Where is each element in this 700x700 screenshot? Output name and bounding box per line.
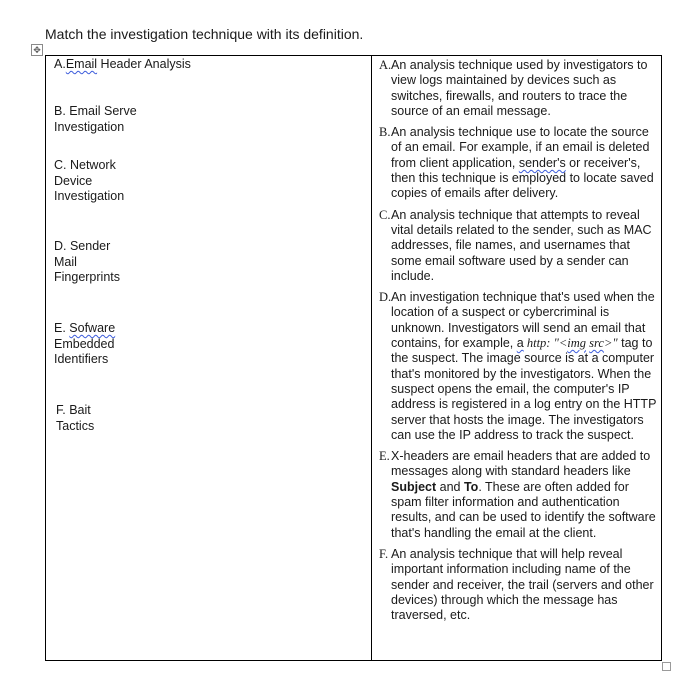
definition-e-letter: E.: [379, 449, 390, 464]
definition-b-text-before: An analysis technique use to locate the source of an email. For example, if an email is deleted from client application,: [391, 125, 650, 170]
definition-c-letter: C.: [379, 207, 391, 222]
definition-d-code-src: src: [589, 336, 604, 351]
definition-b-text-after: or receiver's, then this technique is employed to locate saved copies of emails after delivery.: [391, 155, 654, 201]
term-e-line3: Identifiers: [54, 352, 109, 367]
term-c: [54, 158, 194, 205]
definition-c-text: An analysis technique that attempts to reveal vital details related to the sender, such as MAC addresses, file names, and usernames that some email software used by a sender can include.: [391, 207, 652, 283]
definition-e-bold-to: To: [463, 479, 479, 494]
term-d-line1: D. Sender: [54, 239, 111, 253]
definition-d-code-c: >": [603, 336, 618, 351]
term-f: [56, 403, 196, 434]
term-f-line2: Tactics: [56, 418, 95, 433]
definition-a: [379, 58, 657, 119]
term-b-line1: B. Email Serve: [54, 104, 137, 118]
column-divider: [371, 56, 372, 660]
term-e-line2: Embedded: [54, 336, 115, 351]
definition-a-letter: A.: [379, 58, 392, 72]
definition-b-body: [391, 125, 657, 201]
definition-d-code-img: img: [567, 336, 587, 351]
definition-f: [379, 547, 657, 623]
definition-d-text-after: tag to the suspect. The image source is at a computer that's monitored by the investigators. When the suspect opens the email, the computer's IP address is registered in a log entry on the HTTP server that hosts the image. The investigators can use the IP address to track the suspect.: [391, 336, 657, 442]
definition-b: [379, 125, 657, 201]
definitions-column: [379, 58, 657, 629]
term-d: [54, 239, 194, 286]
definition-d-code-a: http: "<: [523, 336, 568, 351]
term-f-line1: F. Bait: [56, 403, 91, 417]
definition-e-text-before: X-headers are email headers that are added to messages along with standard headers like: [391, 449, 651, 479]
definition-e: [379, 449, 657, 541]
question-prompt: Match the investigation technique with its definition.: [45, 26, 364, 42]
definition-b-marked-word: sender's: [518, 155, 566, 170]
term-e: [54, 321, 194, 368]
definition-f-letter: F.: [379, 546, 389, 561]
matching-table: [45, 55, 662, 661]
table-resize-handle[interactable]: [662, 662, 671, 671]
term-a: [54, 57, 354, 73]
term-c-line1: C. Network: [54, 158, 116, 172]
table-move-handle-icon[interactable]: ✥: [31, 44, 43, 56]
definition-a-text: An analysis technique used by investigators to view logs maintained by devices such as switches, firewalls, and routers to trace the source of an email message.: [391, 58, 648, 118]
definition-d-text-before: An investigation technique that's used when the location of a suspect or cybercriminal is unknown. Investigators will send an email that contains, for example,: [391, 290, 655, 351]
definition-d-marked-article: a: [516, 336, 524, 351]
definition-e-body: [391, 449, 657, 541]
definition-c: [379, 208, 657, 284]
definition-f-text: An analysis technique that will help reveal important information including name of the sender and receiver, the trail (servers and other devices) through which the message has traversed, etc.: [391, 546, 654, 623]
term-e-prefix: E.: [54, 321, 70, 335]
definition-e-text-after: . These are often added for spam filter information and authentication results, and can be used to identify the software that's handling the email at the client.: [391, 479, 656, 540]
term-d-line2: Mail: [54, 254, 77, 269]
term-b: [54, 104, 194, 135]
term-d-line3: Fingerprints: [54, 270, 120, 285]
term-c-line2: Device: [54, 173, 93, 188]
term-c-line3: Investigation: [54, 189, 125, 204]
definition-d: [379, 290, 657, 443]
definition-b-letter: B.: [379, 125, 391, 140]
term-e-line1: [54, 321, 194, 337]
definition-d-letter: D.: [379, 290, 392, 305]
definition-e-bold-subject: Subject: [391, 479, 437, 494]
term-a-rest: Header Analysis: [97, 57, 191, 71]
term-a-marked-word: Email: [65, 57, 98, 71]
term-e-marked-word: Sofware: [69, 321, 116, 335]
definition-d-body: [391, 290, 657, 443]
definition-e-mid: and: [436, 479, 464, 494]
term-a-prefix: A.: [54, 57, 66, 71]
term-b-line2: Investigation: [54, 119, 125, 134]
